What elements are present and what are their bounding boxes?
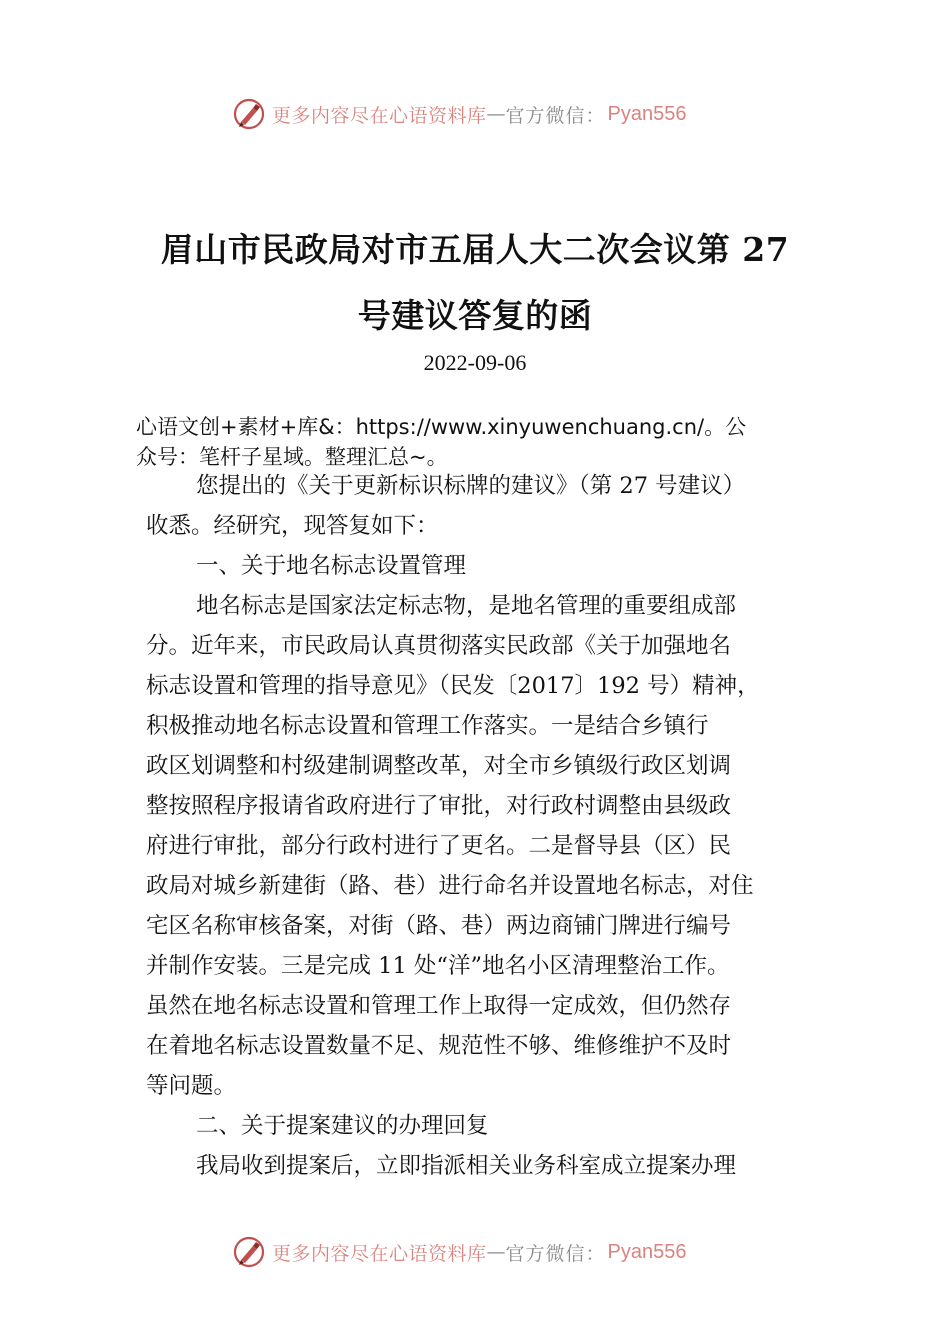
body-line: 标志设置和管理的指导意见》（民发〔2017〕192 号）精神， bbox=[146, 673, 760, 699]
body-line: 等问题。 bbox=[146, 1073, 237, 1099]
body-line: 我局收到提案后，立即指派相关业务科室成立提案办理 bbox=[196, 1153, 737, 1179]
document-title-line-2: 号建议答复的函 bbox=[357, 296, 593, 335]
body-line: 政区划调整和村级建制调整改革，对全市乡镇级行政区划调 bbox=[146, 753, 732, 779]
body-line: 地名标志是国家法定标志物，是地名管理的重要组成部 bbox=[196, 593, 737, 619]
body-line: 在着地名标志设置数量不足、规范性不够、维修维护不及时 bbox=[146, 1033, 732, 1059]
body-line: 并制作安装。三是完成 11 处“洋”地名小区清理整治工作。 bbox=[146, 953, 730, 979]
banner-text: 更多内容尽在心语资料库 bbox=[272, 1242, 487, 1265]
body-line: 收悉。经研究，现答复如下： bbox=[146, 513, 439, 539]
body-line: 整按照程序报请省政府进行了审批，对行政村调整由县级政 bbox=[146, 793, 732, 819]
wechat-id: Pyan556 bbox=[607, 1240, 687, 1263]
body-line: 分。近年来，市民政局认真贯彻落实民政部《关于加强地名 bbox=[146, 633, 732, 659]
banner-separator: — bbox=[486, 1241, 506, 1263]
body-line: 虽然在地名标志设置和管理工作上取得一定成效，但仍然存 bbox=[146, 993, 732, 1019]
source-note-line-1: 心语文创+素材+库&：https://www.xinyuwenchuang.cn/。公 bbox=[136, 415, 747, 439]
pen-logo-icon bbox=[232, 97, 266, 131]
section-heading-2: 二、关于提案建议的办理回复 bbox=[196, 1113, 489, 1139]
banner-separator: — bbox=[486, 103, 506, 125]
wechat-id: Pyan556 bbox=[607, 102, 687, 125]
wechat-label: 官方微信： bbox=[505, 104, 606, 127]
wechat-label: 官方微信： bbox=[505, 1242, 606, 1265]
body-line: 您提出的《关于更新标识标牌的建议》（第 27 号建议） bbox=[196, 473, 746, 499]
pen-logo-icon bbox=[232, 1235, 266, 1269]
body-line: 政局对城乡新建街（路、巷）进行命名并设置地名标志，对住 bbox=[146, 873, 754, 899]
body-line: 府进行审批，部分行政村进行了更名。二是督导县（区）民 bbox=[146, 833, 732, 859]
document-date: 2022-09-06 bbox=[423, 350, 527, 375]
source-note-line-2: 众号：笔杆子星域。整理汇总~。 bbox=[136, 445, 448, 469]
banner-text: 更多内容尽在心语资料库 bbox=[272, 104, 487, 127]
section-heading-1: 一、关于地名标志设置管理 bbox=[196, 553, 467, 579]
footer-banner[interactable] bbox=[232, 1234, 687, 1270]
body-line: 积极推动地名标志设置和管理工作落实。一是结合乡镇行 bbox=[146, 713, 709, 739]
body-line: 宅区名称审核备案，对街（路、巷）两边商铺门牌进行编号 bbox=[146, 913, 732, 939]
document-title-line-1: 眉山市民政局对市五届人大二次会议第 27 bbox=[160, 230, 790, 269]
header-banner[interactable] bbox=[232, 96, 687, 132]
